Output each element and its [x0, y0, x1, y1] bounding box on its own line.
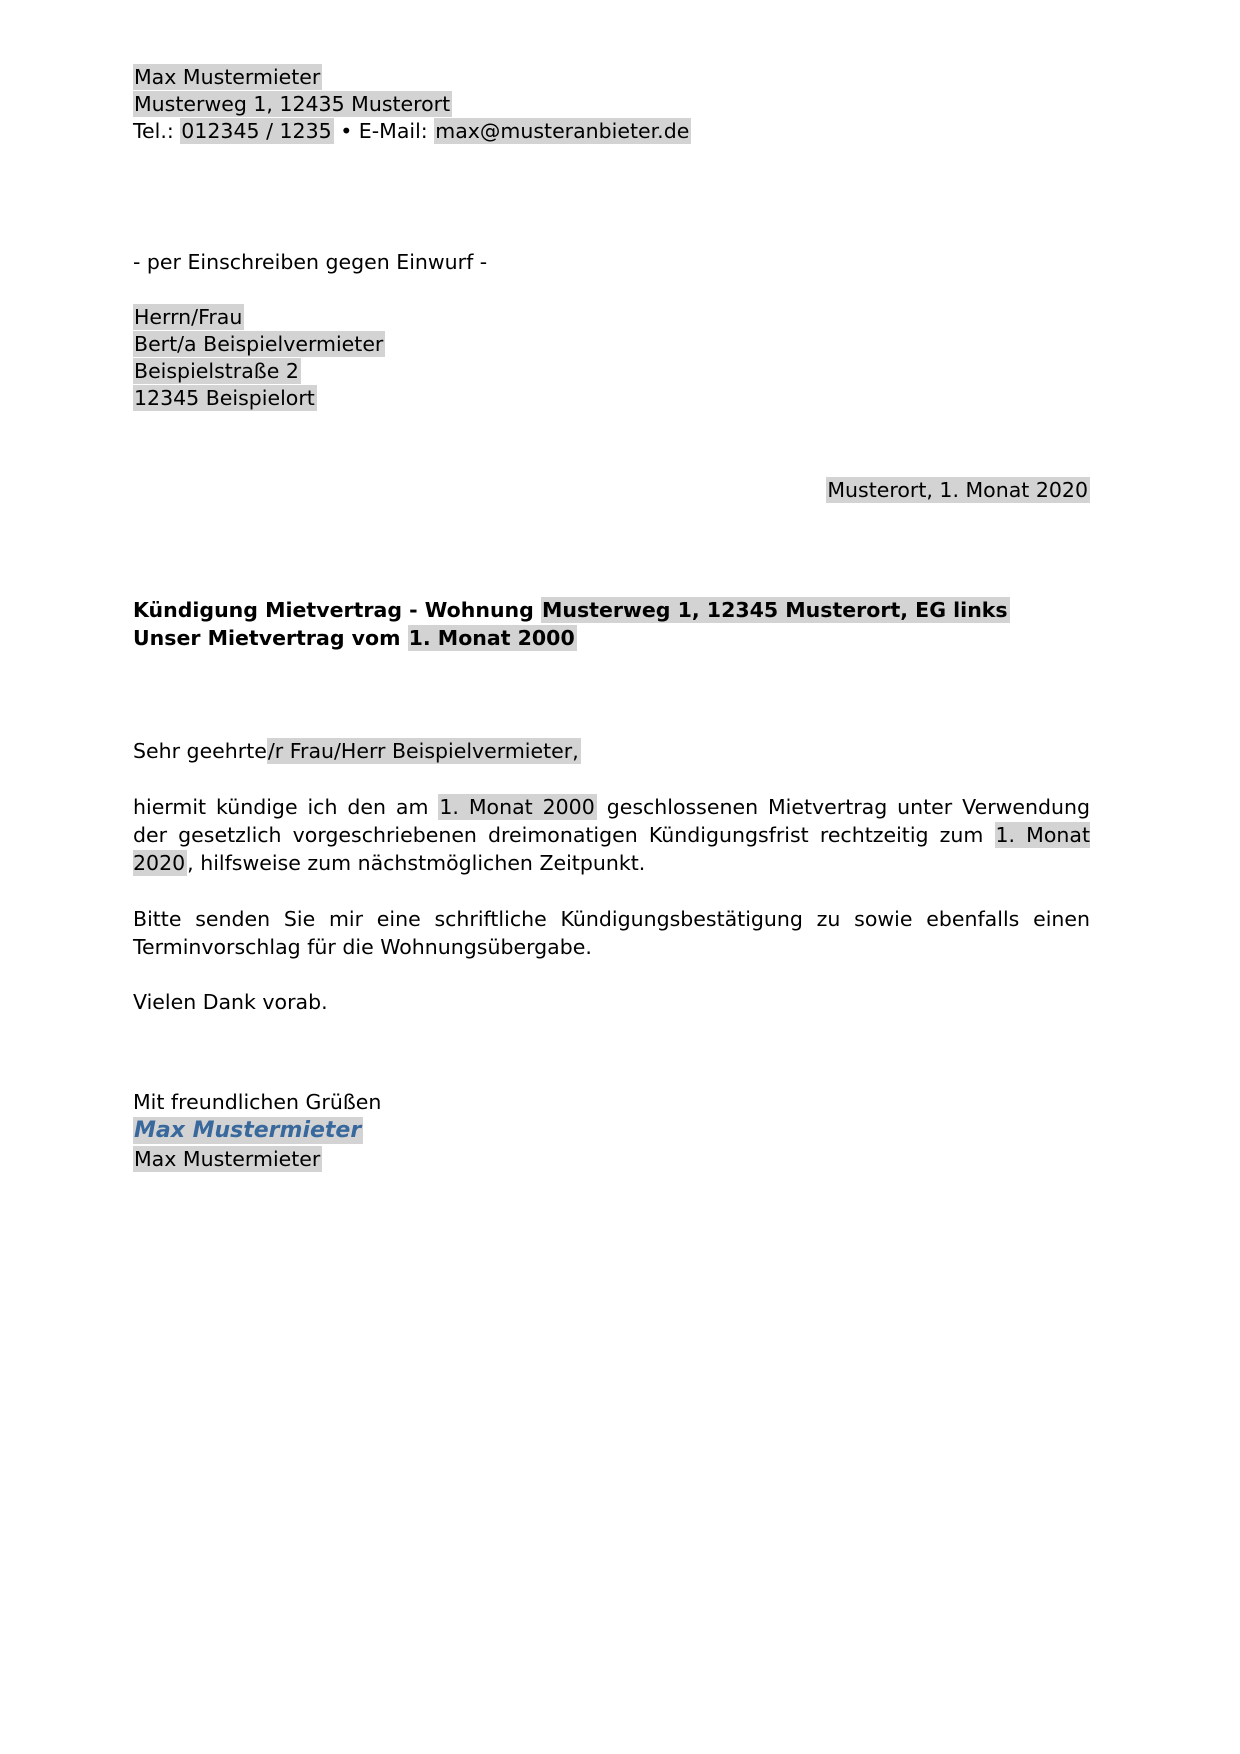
recipient-salutation-line [133, 304, 1090, 331]
regards-line: Mit freundlichen Grüßen [133, 1090, 382, 1114]
p1-text-1: hiermit kündige ich den am [133, 795, 439, 819]
recipient-block [133, 304, 1090, 412]
tel-label: Tel.: [133, 119, 181, 143]
email-value: max@musteranbieter.de [435, 119, 690, 143]
subject-line2-value: 1. Monat 2000 [408, 626, 575, 650]
closing-block [133, 1088, 1090, 1173]
body-paragraph-2: Bitte senden Sie mir eine schriftliche Kündigungsbestätigung zu sowie ebenfalls einen Terminvorschlag für die Wohnungsübergabe. [133, 907, 1090, 959]
recipient-city-line [133, 385, 1090, 412]
sender-contact-line [133, 118, 1090, 145]
bullet-separator: • [333, 119, 359, 143]
recipient-street: Beispielstraße 2 [134, 359, 299, 383]
sender-address: Musterweg 1, 12435 Musterort [134, 92, 451, 116]
date-line [133, 477, 1090, 504]
subject-line-2 [133, 624, 1090, 652]
p1-date-value-2: 1. Monat 2020 [133, 823, 1090, 875]
body-paragraph-1 [133, 793, 1090, 877]
recipient-city: 12345 Beispielort [134, 386, 315, 410]
subject-block [133, 596, 1090, 652]
email-label: E-Mail: [358, 119, 435, 143]
signature-script: Max Mustermieter [134, 1118, 362, 1143]
signature-script-line [133, 1116, 1090, 1145]
subject-line1-static: Kündigung Mietvertrag - Wohnung [133, 598, 541, 622]
recipient-name-line [133, 331, 1090, 358]
subject-line2-static: Unser Mietvertrag vom [133, 626, 408, 650]
signature-name: Max Mustermieter [134, 1147, 321, 1171]
sender-block [133, 64, 1090, 145]
salutation-value: /r Frau/Herr Beispielvermieter, [267, 739, 579, 763]
sender-address-line [133, 91, 1090, 118]
p1-text-2: geschlossenen Mietvertrag unter Verwendung der gesetzlich vorgeschriebenen dreimonatigen Kündigungsfrist rechtzeitig zum [133, 795, 1090, 847]
tel-value: 012345 / 1235 [181, 119, 332, 143]
sender-name-line [133, 64, 1090, 91]
subject-line1-value: Musterweg 1, 12345 Musterort, EG links [541, 598, 1008, 622]
salutation-line [133, 738, 1090, 765]
delivery-note: - per Einschreiben gegen Einwurf - [133, 250, 488, 274]
sender-name: Max Mustermieter [134, 65, 321, 89]
recipient-salutation: Herrn/Frau [134, 305, 243, 329]
date-value: Musterort, 1. Monat 2020 [827, 478, 1088, 502]
subject-line-1 [133, 596, 1090, 624]
p1-date-value-1: 1. Monat 2000 [439, 795, 595, 819]
thanks-line: Vielen Dank vorab. [133, 990, 328, 1014]
recipient-street-line [133, 358, 1090, 385]
recipient-name: Bert/a Beispielvermieter [134, 332, 384, 356]
signature-name-line [133, 1145, 1090, 1173]
p1-text-3: , hilfsweise zum nächstmöglichen Zeitpunkt. [187, 851, 646, 875]
salutation-static: Sehr geehrte [133, 739, 267, 763]
